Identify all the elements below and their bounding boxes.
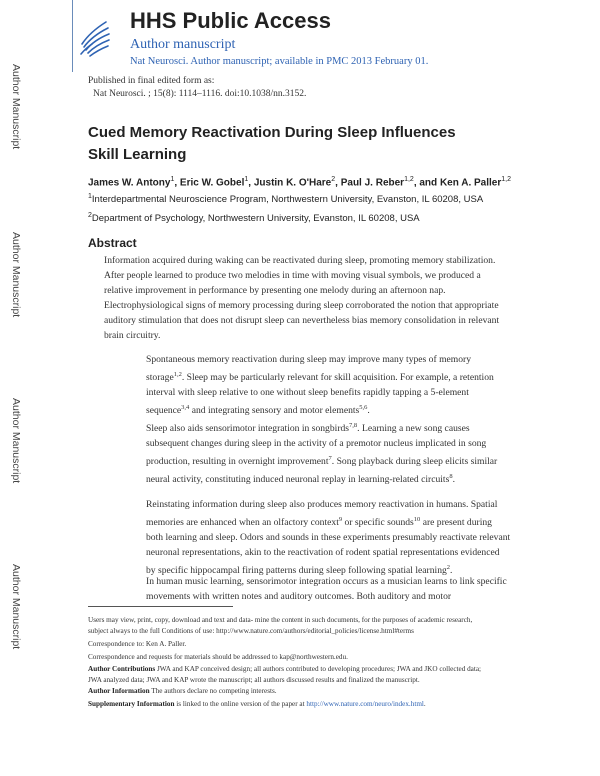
paragraph-text: or specific sounds [342, 517, 414, 529]
author-affiliation-mark: 1 [244, 176, 249, 183]
paragraph-text: . Song playback during sleep elicits similar neural activity, constituting induced neuronal replay in learning-related circuits [146, 456, 498, 486]
body-paragraph [146, 497, 511, 578]
author-separator: , and [413, 177, 440, 189]
author-name: Ken A. Paller [439, 177, 502, 189]
supplementary-information-note [88, 699, 488, 710]
author-information-text: The authors declare no competing interests. [149, 687, 277, 695]
abstract-heading: Abstract [88, 236, 137, 250]
paragraph-text: are present during both learning and sleep. Odors and sounds in these experiments presumably reactivate relevant neuronal representations, akin to the reactivation of rodent spatial representations evidenced by specific hippocampal firing patterns during sleep following spatial learning [146, 517, 511, 577]
body-paragraph [146, 574, 511, 604]
paragraph-text: Spontaneous memory reactivation during sleep may improve many types of memory storage [146, 354, 472, 384]
side-label-author-manuscript: Author Manuscript [10, 232, 22, 318]
affiliation-text: Department of Psychology, Northwestern University, Evanston, IL 60208, USA [91, 213, 420, 225]
citation-mark: 5,6 [359, 404, 368, 412]
citation-mark: 3,4 [181, 404, 190, 412]
citation-mark: 9 [338, 516, 343, 523]
side-label-author-manuscript: Author Manuscript [10, 64, 22, 150]
author-name: Paul J. Reber [340, 177, 405, 189]
supplementary-text: is linked to the online version of the paper at [174, 700, 307, 708]
author-separator: , [174, 177, 180, 189]
author-information-label: Author Information [88, 687, 150, 695]
header-subtitle: Author manuscript [130, 37, 236, 52]
side-label-author-manuscript: Author Manuscript [10, 564, 22, 650]
header-divider [72, 0, 73, 72]
author-affiliation-mark: 1,2 [501, 176, 511, 183]
supplementary-end: . [423, 700, 426, 708]
paragraph-text: . Sleep may be particularly relevant for skill acquisition. For example, a retention interval with sleep relative to one without sleep benefits rapidly tapping a 5-element sequence [146, 372, 494, 417]
author-separator: , [335, 177, 341, 189]
journal-availability-line: Nat Neurosci. Author manuscript; available in PMC 2013 February 01. [130, 56, 429, 67]
author-affiliation-mark: 1,2 [404, 176, 414, 183]
citation-mark: 2 [446, 564, 451, 572]
affiliation-text: Interdepartmental Neuroscience Program, Northwestern University, Evanston, IL 60208, USA [91, 194, 484, 206]
paragraph-text: and integrating sensory and motor elements [189, 405, 360, 417]
author-name: James W. Antony [88, 177, 171, 189]
citation-mark: 7 [328, 455, 332, 463]
paragraph-text: Sleep also aids sensorimotor integration in songbirds [146, 423, 350, 435]
author-contributions-note [88, 664, 488, 685]
article-title: Cued Memory Reactivation During Sleep Influences Skill Learning [88, 124, 456, 163]
side-label-author-manuscript: Author Manuscript [10, 398, 22, 484]
header-title: HHS Public Access [130, 8, 331, 33]
citation-mark: 10 [413, 516, 421, 523]
body-paragraph [146, 352, 511, 418]
affiliation-number: 2 [88, 212, 92, 219]
contributions-label: Author Contributions [88, 665, 156, 673]
paragraph-text: In human music learning, sensorimotor integration occurs as a musician learns to link specific movements with written notes and auditory outcomes. Both auditory and motor [146, 576, 507, 602]
paragraph-text: . [450, 565, 453, 577]
footnote-divider [88, 606, 233, 607]
author-separator: , [248, 177, 254, 189]
affiliation-1 [88, 193, 483, 205]
author-affiliation-mark: 1 [170, 176, 175, 183]
citation-mark: 8 [449, 473, 453, 481]
abstract-text: Information acquired during waking can be reactivated during sleep, promoting memory stabilization. After people learned to produce two melodies in time with moving visual symbols, we produced a relative improvement in performance by presenting one melody during an afternoon nap. Electrophysiological signs of memory processing during sleep corroborated the notion that appropriate auditory stimulation that does not disrupt sleep can nevertheless bias memory consolidation in relevant brain circuitry. [104, 255, 500, 341]
author-name: Eric W. Gobel [179, 177, 245, 189]
affiliation-number: 1 [88, 193, 92, 200]
citation-line: Nat Neurosci. ; 15(8): 1114–1116. doi:10.1038/nn.3152. [93, 89, 307, 99]
author-information-note [88, 686, 488, 697]
contributions-text: JWA and KAP conceived design; all authors contributed to developing procedures; JWA and JKO collected data; JWA analyzed data; JWA and KAP wrote the manuscript; all authors discussed results and finalized the manuscript. [88, 665, 482, 684]
published-label: Published in final edited form as: [88, 76, 215, 86]
usage-terms-note: Users may view, print, copy, download and text and data- mine the content in such documents, for the purposes of academic research, subject always to the full Conditions of use: http://www.nature.com/authors/editorial_policies/license.html#terms [88, 616, 473, 635]
citation-mark: 1,2 [173, 371, 182, 378]
supplementary-label: Supplementary Information [88, 700, 175, 708]
author-name: Justin K. O'Hare [253, 177, 332, 189]
supplementary-link[interactable]: http://www.nature.com/neuro/index.html [306, 700, 424, 708]
citation-mark: 7,8 [349, 422, 358, 429]
correspondence-note: Correspondence to: Ken A. Paller. [88, 640, 187, 648]
author-affiliation-mark: 2 [331, 176, 336, 183]
body-paragraph [146, 418, 511, 488]
hhs-eagle-logo-icon [78, 14, 112, 58]
paragraph-text: . Learning a new song causes subsequent changes during sleep in the activity of a premotor nucleus implicated in song production, resulting in overnight improvement [146, 423, 487, 468]
requests-note: Correspondence and requests for materials should be addressed to kap@northwestern.edu. [88, 653, 348, 661]
affiliation-2 [88, 212, 420, 224]
paragraph-text: . [367, 405, 370, 417]
paragraph-text: Reinstating information during sleep also produces memory reactivation in humans. Spatial memories are enhanced when an olfactory context [146, 499, 498, 529]
paragraph-text: . [452, 474, 455, 486]
author-list [88, 176, 511, 188]
